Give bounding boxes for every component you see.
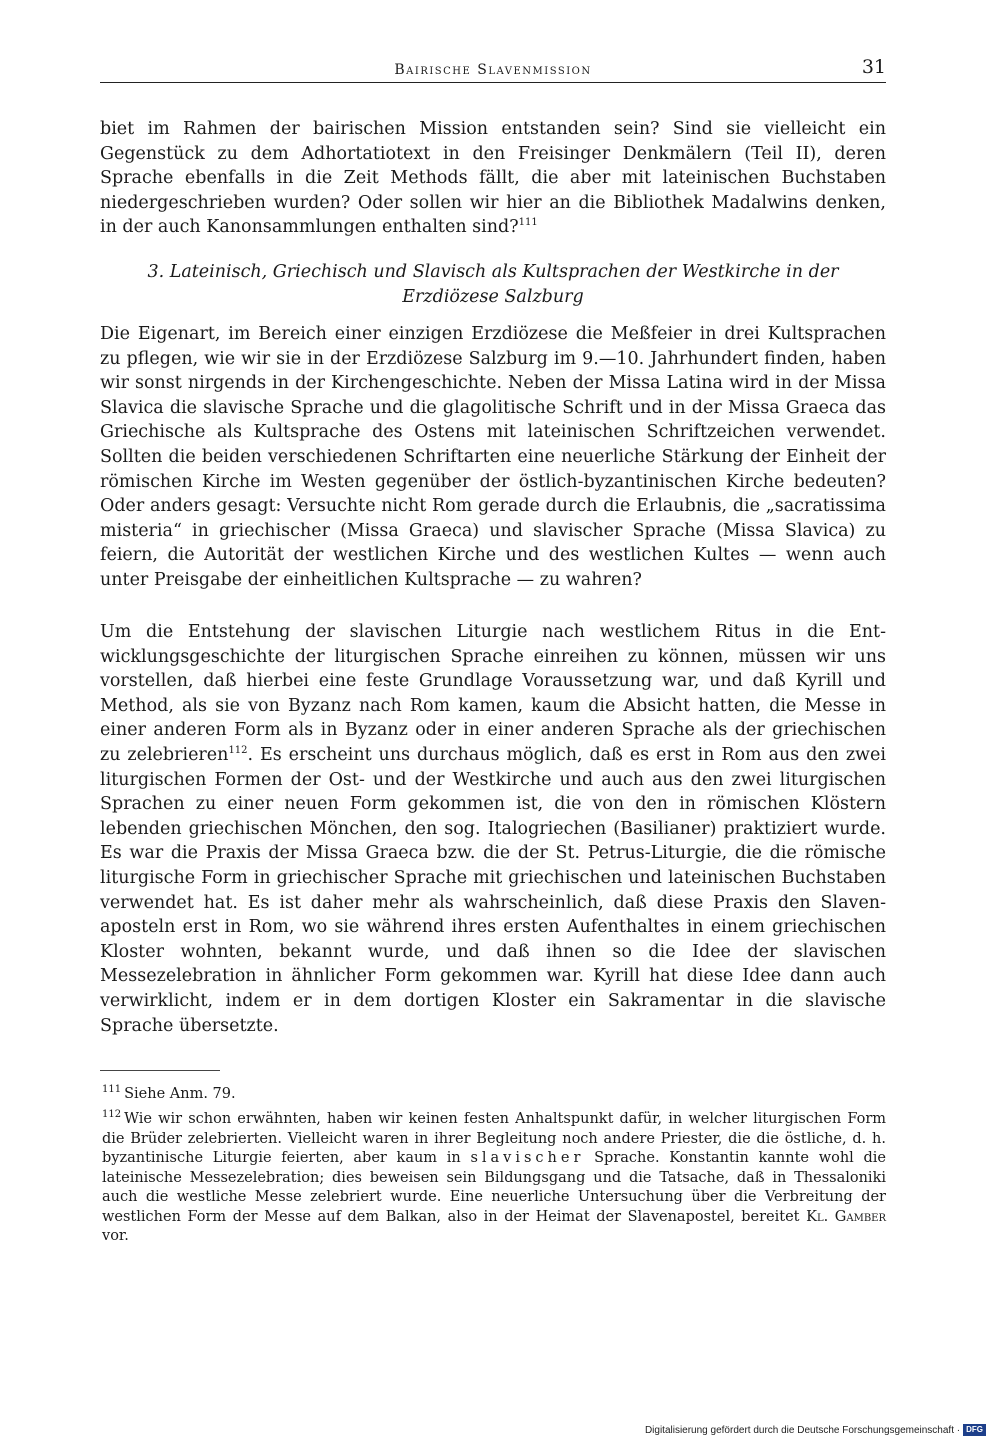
- dfg-logo: DFG: [963, 1424, 986, 1436]
- footnote-author: Kl. Gamber: [806, 1208, 886, 1225]
- footnote-text: Siehe Anm. 79.: [124, 1085, 236, 1102]
- footnote-text: vor.: [102, 1228, 129, 1245]
- digitization-credit: [645, 1423, 986, 1439]
- footnote-rule: [100, 1070, 220, 1071]
- running-header: [100, 56, 886, 88]
- footnote-text: Sprache. Konstantin kannte wohl die lateinische Messezelebration; dies beweisen sein Bildungsgang und die Tatsache, daß in Thessaloniki auch die westliche Messe zelebriert wurde. Eine neuerliche Untersuchung über die Verbreitung der westlichen Form der Messe auf dem Balkan, also in der Heimat der Slavenapostel, bereitet: [102, 1150, 887, 1225]
- body-paragraph-1: [100, 322, 886, 593]
- footnote-111: [102, 1080, 886, 1104]
- running-title: Bairische Slavenmission: [394, 62, 592, 78]
- paragraph-1-text: Die Eigenart, im Bereich einer einzigen Erzdiözese die Meßfeier in drei Kultsprachen zu pflegen, wie wir sie in der Erzdiözese Salzburg im 9.—10. Jahrhundert finden, haben wir sonst nirgends in der Kirchengeschichte. Neben der Missa Latina wird in der Missa Slavica die slavische Sprache und die glagolitische Schrift und in der Missa Graeca das Griechische als Kultsprache des Ostens mit lateinischen Schriftzeichen verwendet. Sollten die beiden verschiedenen Schriftarten eine neuerliche Stärkung der Einheit der römischen Kirche im Westen gegenüber der östlich-byzantinischen Kirche bedeuten? Oder anders gesagt: Versuchte nicht Rom gerade durch die Erlaubnis, die „sacratissima misteria“ in griechischer (Missa Graeca) und slavischer Sprache (Missa Slavica) zu feiern, die Autorität der westlichen Kirche und des westlichen Kultes — wenn auch unter Preisgabe der einheitlichen Kultsprache — zu wahren?: [100, 324, 886, 590]
- footnote-ref-111: 111: [518, 217, 538, 229]
- section-heading: 3. Lateinisch, Griechisch und Slavisch als Kultsprachen der Westkirche in der Erzdiözese Salzburg: [147, 262, 839, 307]
- footnote-emphasis: slavischer: [470, 1150, 585, 1167]
- header-rule: [100, 82, 886, 83]
- footnotes: [102, 1080, 886, 1248]
- paragraph-2-text-before: Um die Entstehung der slavischen Liturgie nach westlichem Ritus in die Entwicklungsgeschichte der liturgischen Sprache einreihen zu können, müssen wir uns vorstellen, daß hierbei eine feste Grundlage Voraussetzung war, und daß Kyrill und Method, als sie von Byzanz nach Rom kamen, kaum die Absicht hatten, die Messe in einer anderen Form als in Byzanz oder in einer anderen Sprache als der griechischen zu zelebrieren: [100, 622, 886, 765]
- footnote-number: 111: [102, 1084, 122, 1095]
- page-number: 31: [861, 56, 886, 78]
- body-paragraph-2: [100, 620, 886, 1038]
- footnote-text: Wie wir schon erwähnten, haben wir keinen festen Anhaltspunkt dafür, in welcher liturgischen Form die Brüder zelebrierten. Vielleicht waren in ihrer Begleitung noch andere Priester, die die östliche, d. h. byzantinische Liturgie feierten, aber kaum in: [102, 1111, 886, 1167]
- footnote-ref-112: 112: [228, 745, 248, 757]
- credit-text: Digitalisierung gefördert durch die Deutsche Forschungsgemeinschaft ·: [644, 1425, 961, 1436]
- footnote-112: [102, 1105, 886, 1246]
- paragraph-2-text-after: . Es erscheint uns durchaus möglich, daß es erst in Rom aus den zwei liturgischen Formen der Ost- und der Westkirche und auch aus den zwei liturgischen Sprachen zu einer neuen Form gekommen ist, die von den in römischen Klöstern lebenden griechischen Mönchen, den sog. Italogriechen (Basilianer) praktiziert wurde. Es war die Praxis der Missa Graeca bzw. die der St. Petrus-Liturgie, die die römische liturgische Form in griechischer Sprache mit griechischen und lateinischen Buchstaben verwendet hat. Es ist daher mehr als wahrscheinlich, daß diese Praxis den Slavenaposteln erst in Rom, wo sie während ihres ersten Aufenthaltes in einem griechischen Kloster wohnten, bekannt wurde, und daß ihnen so die Idee der slavischen Messezelebration in ähnlicher Form gekommen war. Kyrill hat diese Idee dann auch verwirklicht, indem er in dem dortigen Kloster ein Sakramentar in die slavische Sprache übersetzte.: [100, 744, 886, 1036]
- intro-paragraph: [100, 117, 886, 240]
- intro-text: biet im Rahmen der bairischen Mission entstanden sein? Sind sie vielleicht ein Gegenstück zu dem Adhortatiotext in den Freisinger Denkmälern (Teil II), deren Sprache ebenfalls in die Zeit Methods fällt, die aber mit lateinischen Buchstaben niedergeschrieben wurden? Oder sollen wir hier an die Bibliothek Madalwins denken, in der auch Kanonsammlungen enthalten sind?: [100, 119, 886, 238]
- footnote-number: 112: [102, 1109, 122, 1121]
